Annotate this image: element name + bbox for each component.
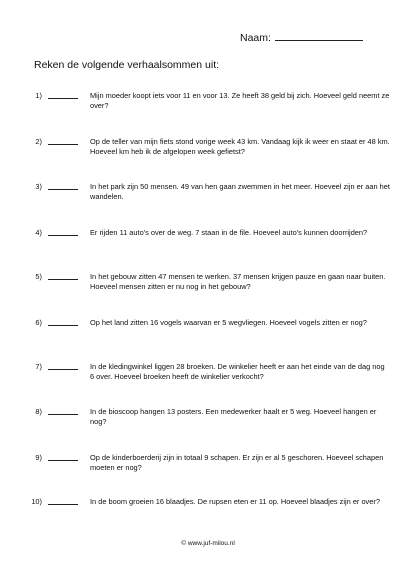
- question-number: 7): [35, 362, 42, 371]
- question-number: 10): [31, 497, 42, 506]
- question-text: In de boom groeien 16 blaadjes. De rupsen eten er 11 op. Hoeveel blaadjes zijn er over?: [90, 497, 380, 506]
- answer-blank[interactable]: [48, 460, 78, 461]
- answer-blank[interactable]: [48, 504, 78, 505]
- instruction-heading: Reken de volgende verhaalsommen uit:: [34, 59, 220, 71]
- question-text: Op de kinderboerderij zijn in totaal 9 schapen. Er zijn er al 5 geschoren. Hoeveel schapen moeten er nog?: [90, 453, 384, 472]
- question-number: 1): [35, 91, 42, 100]
- question-number: 8): [35, 407, 42, 416]
- question-text: Op het land zitten 16 vogels waarvan er 5 wegvliegen. Hoeveel vogels zitten er nog?: [90, 318, 367, 327]
- answer-blank[interactable]: [48, 98, 78, 99]
- question-text: Er rijden 11 auto's over de weg. 7 staan in de file. Hoeveel auto's kunnen doorrijden?: [90, 228, 368, 237]
- question-number: 3): [35, 182, 42, 191]
- question-text: In de kledingwinkel liggen 28 broeken. De winkelier heeft er aan het einde van de dag nog 6 over. Hoeveel broeken heeft de winkelier verkocht?: [90, 362, 385, 381]
- question-number: 6): [35, 318, 42, 327]
- answer-blank[interactable]: [48, 235, 78, 236]
- answer-blank[interactable]: [48, 279, 78, 280]
- question-text: Mijn moeder koopt iets voor 11 en voor 13. Ze heeft 38 geld bij zich. Hoeveel geld neemt ze over?: [90, 91, 390, 110]
- answer-blank[interactable]: [48, 144, 78, 145]
- question-number: 2): [35, 137, 42, 146]
- name-field: [240, 30, 363, 44]
- question-text: In de bioscoop hangen 13 posters. Een medewerker haalt er 5 weg. Hoeveel hangen er nog?: [90, 407, 377, 426]
- footer-copyright: © www.juf-milou.nl: [181, 540, 235, 547]
- question-number: 4): [35, 228, 42, 237]
- question-number: 5): [35, 272, 42, 281]
- question-text: In het park zijn 50 mensen. 49 van hen gaan zwemmen in het meer. Hoeveel zijn er aan het wandelen.: [90, 182, 390, 201]
- question-text: Op de teller van mijn fiets stond vorige week 43 km. Vandaag kijk ik weer en staat er 48 km. Hoeveel km heb ik de afgelopen week gefietst?: [90, 137, 390, 156]
- answer-blank[interactable]: [48, 189, 78, 190]
- answer-blank[interactable]: [48, 325, 78, 326]
- question-number: 9): [35, 453, 42, 462]
- name-blank-line[interactable]: [275, 30, 363, 41]
- name-label: Naam:: [240, 32, 271, 44]
- answer-blank[interactable]: [48, 414, 78, 415]
- question-text: In het gebouw zitten 47 mensen te werken. 37 mensen krijgen pauze en gaan naar buiten. Hoeveel mensen zitten er nu nog in het gebouw?: [90, 272, 386, 291]
- answer-blank[interactable]: [48, 369, 78, 370]
